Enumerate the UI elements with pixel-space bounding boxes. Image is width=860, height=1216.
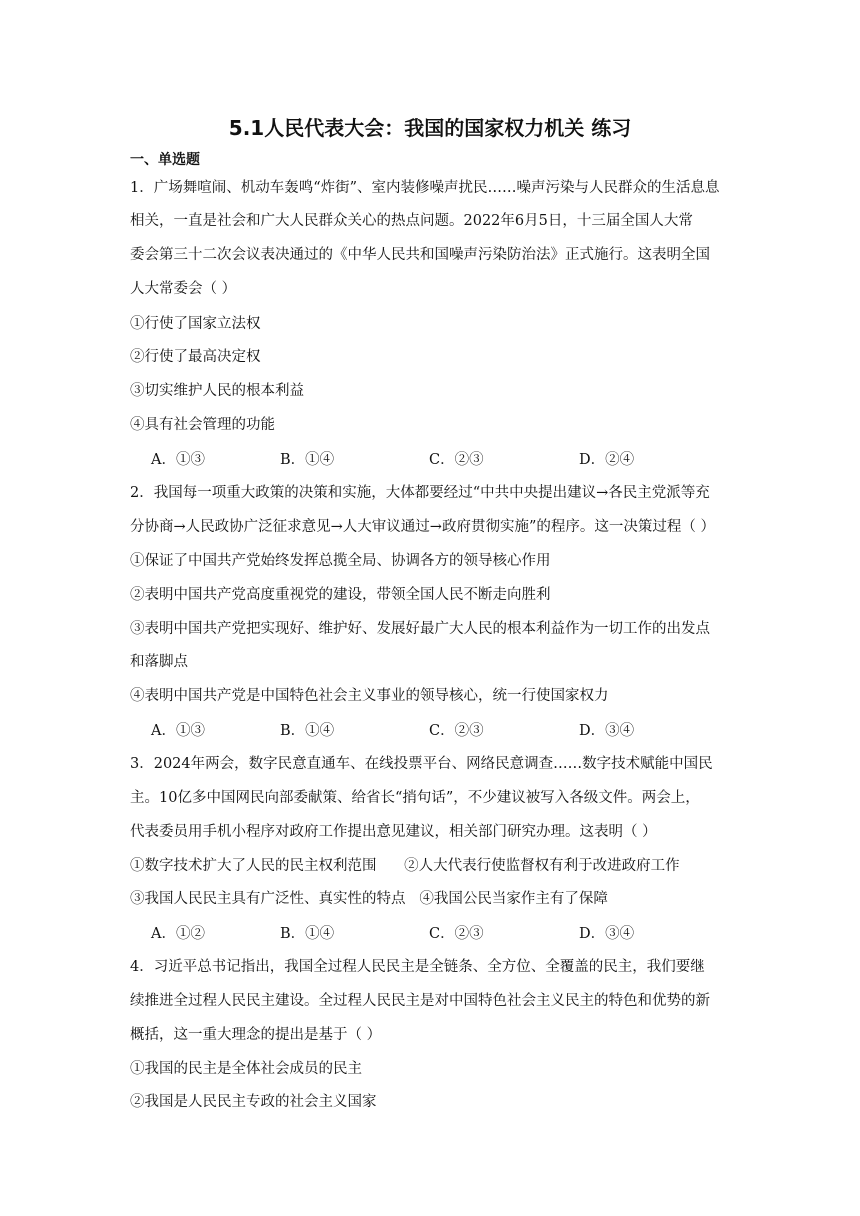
question-2-statement: ④表明中国共产党是中国特色社会主义事业的领导核心，统一行使国家权力 — [130, 688, 609, 704]
question-1-statement: ③切实维护人民的根本利益 — [130, 383, 304, 399]
question-2-line: 2．我国每一项重大政策的决策和实施，大体都要经过“中共中央提出建议→各民主党派等充 — [130, 485, 710, 501]
question-3-options — [151, 923, 741, 945]
question-2-options — [151, 720, 741, 742]
option-a[interactable]: A．①③ — [151, 452, 205, 468]
question-1-line: 相关，一直是社会和广大人民群众关心的热点问题。2022年6月5日，十三届全国人大常 — [130, 213, 693, 229]
option-c[interactable]: C．②③ — [429, 452, 484, 468]
question-1-statement: ①行使了国家立法权 — [130, 316, 261, 332]
option-b[interactable]: B．①④ — [280, 452, 335, 468]
page-title: 5.1人民代表大会：我国的国家权力机关 练习 — [228, 116, 632, 140]
question-4-line: 续推进全过程人民民主建设。全过程人民民主是对中国特色社会主义民主的特色和优势的新 — [130, 993, 710, 1009]
option-a[interactable]: A．①③ — [151, 723, 205, 739]
option-c[interactable]: C．②③ — [429, 926, 484, 942]
option-d[interactable]: D．③④ — [579, 926, 635, 942]
question-2-statement: ①保证了中国共产党始终发挥总揽全局、协调各方的领导核心作用 — [130, 553, 551, 569]
option-a[interactable]: A．①② — [151, 926, 205, 942]
option-c[interactable]: C．②③ — [429, 723, 484, 739]
question-2-statement: ②表明中国共产党高度重视党的建设，带领全国人民不断走向胜利 — [130, 587, 551, 603]
option-b[interactable]: B．①④ — [280, 723, 335, 739]
question-1-statement: ②行使了最高决定权 — [130, 349, 261, 365]
question-2-line: 分协商→人民政协广泛征求意见→人大审议通过→政府贯彻实施”的程序。这一决策过程（ ） — [130, 519, 715, 535]
question-1-line: 1．广场舞喧闹、机动车轰鸣“炸街”、室内装修噪声扰民……噪声污染与人民群众的生活息息 — [130, 180, 720, 196]
question-3-line: 主。10亿多中国网民向部委献策、给省长“捎句话”，不少建议被写入各级文件。两会上， — [130, 790, 700, 806]
question-3-statement: ①数字技术扩大了人民的民主权利范围 ②人大代表行使监督权有利于改进政府工作 — [130, 858, 680, 874]
question-3-line: 3．2024年两会，数字民意直通车、在线投票平台、网络民意调查……数字技术赋能中国民 — [130, 756, 713, 772]
question-4-statement: ①我国的民主是全体社会成员的民主 — [130, 1061, 362, 1077]
section-heading: 一、单选题 — [130, 152, 200, 168]
question-2-statement: ③表明中国共产党把实现好、维护好、发展好最广大人民的根本利益作为一切工作的出发点 — [130, 621, 710, 637]
question-4-line: 概括，这一重大理念的提出是基于（ ） — [130, 1027, 382, 1043]
option-d[interactable]: D．③④ — [579, 723, 635, 739]
question-4-statement: ②我国是人民民主专政的社会主义国家 — [130, 1094, 377, 1110]
question-1-line: 委会第三十二次会议表决通过的《中华人民共和国噪声污染防治法》正式施行。这表明全国 — [130, 247, 710, 263]
option-d[interactable]: D．②④ — [579, 452, 635, 468]
question-3-line: 代表委员用手机小程序对政府工作提出意见建议，相关部门研究办理。这表明（ ） — [130, 824, 657, 840]
question-2-statement: 和落脚点 — [130, 654, 188, 670]
question-1-options — [151, 449, 741, 471]
question-4-line: 4．习近平总书记指出，我国全过程人民民主是全链条、全方位、全覆盖的民主，我们要继 — [130, 959, 705, 975]
question-1-line: 人大常委会（ ） — [130, 281, 237, 297]
question-1-statement: ④具有社会管理的功能 — [130, 417, 275, 433]
question-3-statement: ③我国人民民主具有广泛性、真实性的特点 ④我国公民当家作主有了保障 — [130, 891, 608, 907]
option-b[interactable]: B．①④ — [280, 926, 335, 942]
